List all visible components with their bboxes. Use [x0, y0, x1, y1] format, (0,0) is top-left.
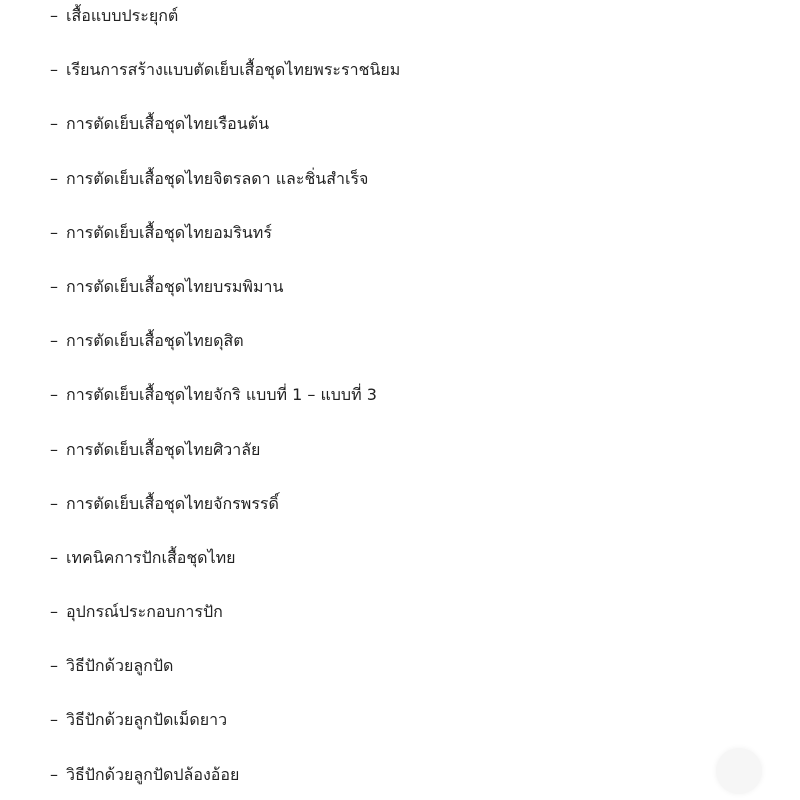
list-item-text: วิธีปักด้วยลูกปัดเม็ดยาว — [66, 710, 228, 730]
list-item-text: วิธีปักด้วยลูกปัด — [66, 656, 174, 676]
list-item — [50, 704, 400, 758]
list-item-text: อุปกรณ์ประกอบการปัก — [66, 602, 223, 622]
bullet-dash: – — [50, 493, 58, 513]
list-item-text: การตัดเย็บเสื้อชุดไทยจักรพรรดิ์ — [66, 493, 279, 513]
bullet-dash: – — [50, 710, 58, 730]
bullet-dash: – — [50, 439, 58, 459]
list-item — [50, 488, 400, 542]
list-item — [50, 217, 400, 271]
list-item-text: การตัดเย็บเสื้อชุดไทยเรือนต้น — [66, 114, 270, 134]
bullet-dash: – — [50, 385, 58, 405]
bullet-dash: – — [50, 276, 58, 296]
bullet-dash: – — [50, 114, 58, 134]
list-item — [50, 379, 400, 433]
list-item — [50, 0, 400, 54]
floating-action-button[interactable] — [716, 748, 762, 794]
list-item-text: วิธีปักด้วยลูกปัดปล้องอ้อย — [66, 764, 240, 784]
bullet-dash: – — [50, 168, 58, 188]
list-item-text: การตัดเย็บเสื้อชุดไทยจิตรลดา และชิ่นสำเร็จ — [66, 168, 369, 188]
bullet-dash: – — [50, 656, 58, 676]
list-item — [50, 434, 400, 488]
bullet-dash: – — [50, 547, 58, 567]
list-item — [50, 325, 400, 379]
list-item — [50, 650, 400, 704]
list-item-text: เสื้อแบบประยุกต์ — [66, 6, 179, 25]
list-item-text: เทคนิคการปักเสื้อชุดไทย — [66, 547, 236, 567]
bullet-dash: – — [50, 6, 58, 25]
bullet-dash: – — [50, 331, 58, 351]
bullet-dash: – — [50, 764, 58, 784]
bullet-dash: – — [50, 602, 58, 622]
list-item-text: การตัดเย็บเสื้อชุดไทยจักริ แบบที่ 1 – แบบที่ 3 — [66, 385, 377, 405]
list-item — [50, 596, 400, 650]
list-item — [50, 54, 400, 108]
course-topic-list — [50, 0, 400, 800]
list-item-text: การตัดเย็บเสื้อชุดไทยดุสิต — [66, 331, 244, 351]
bullet-dash: – — [50, 60, 58, 80]
list-item — [50, 108, 400, 162]
list-item-text: การตัดเย็บเสื้อชุดไทยศิวาลัย — [66, 439, 261, 459]
bullet-dash: – — [50, 222, 58, 242]
list-item-text: เรียนการสร้างแบบตัดเย็บเสื้อชุดไทยพระราชนิยม — [66, 60, 401, 80]
list-item — [50, 271, 400, 325]
list-item-text: การตัดเย็บเสื้อชุดไทยอมรินทร์ — [66, 222, 272, 242]
list-item — [50, 542, 400, 596]
list-item-text: การตัดเย็บเสื้อชุดไทยบรมพิมาน — [66, 276, 284, 296]
list-item — [50, 163, 400, 217]
list-item — [50, 759, 400, 800]
